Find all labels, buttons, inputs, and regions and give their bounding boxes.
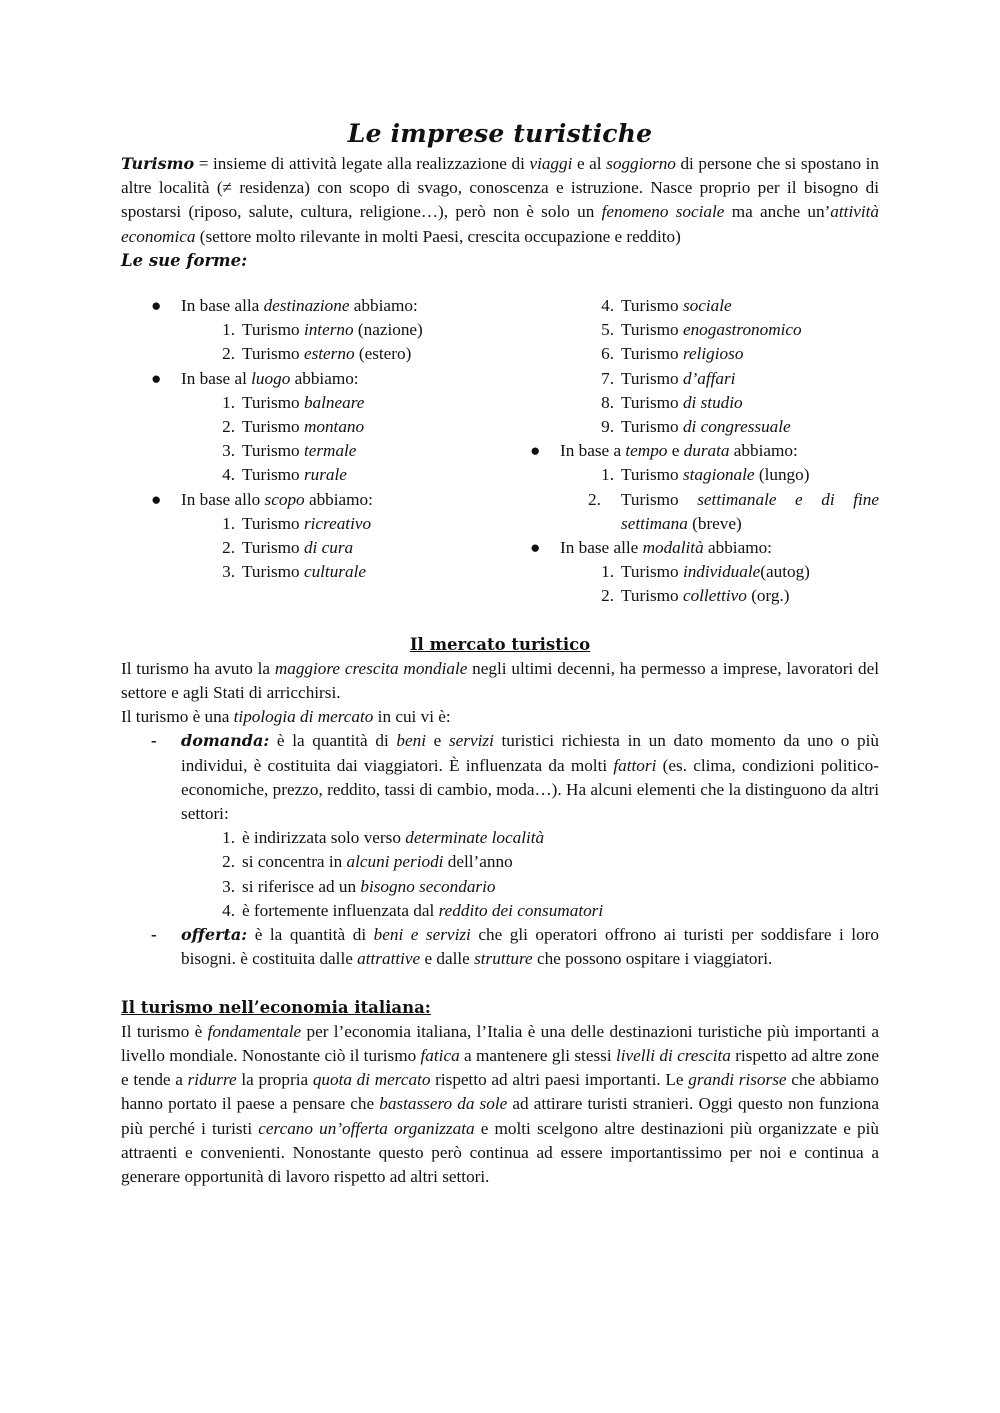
list-item: 2. si concentra in alcuni periodi dell’anno [222,852,513,872]
list-item: 1. Turismo stagionale (lungo) [601,465,810,485]
list-item: 1. Turismo interno (nazione) [222,320,423,340]
list-item: 2. Turismo montano [222,417,365,437]
forms-heading: Le sue forme: [121,250,248,270]
bullet-icon: ● [151,368,162,388]
list-item: 4. è fortemente influenzata dal reddito dei consumatori [222,900,604,920]
list-item: 2. Turismo collettivo (org.) [601,586,790,606]
list-item: 1. Turismo balneare [222,392,365,412]
list-item: 2. Turismo di cura [222,538,354,558]
bullet-icon: ● [530,538,541,558]
economy-paragraph: Il turismo è fondamentale per l’economia italiana, l’Italia è una delle destinazioni turistiche più importanti a livello mondiale. Nonostante ciò il turismo fatica a mantenere gli stessi livelli di crescita rispetto ad altre zone e tende a ridurre la propria quota di mercato rispetto ad altri paesi importanti. Le grandi risorse che abbiamo hanno portato il paese a pensare che bastassero da sole ad attirare turisti stranieri. Oggi questo non funziona più perché i turisti cercano un’offerta organizzata e molti scelgono altre destinazioni più organizzate e più attraenti e convenienti. Nonostante questo però continua ad essere importantissimo per noi e continua a generare opportunità di lavoro rispetto ad altri settori. [121,1021,879,1186]
list-item: 1. Turismo ricreativo [222,513,372,533]
list-item: ● In base al luogo abbiamo: [121,367,500,391]
list-item: 2. Turismo settimanale e di fine settimana (breve) [588,489,880,533]
list-item: ● In base alle modalità abbiamo: [91,536,879,560]
list-item: 3. Turismo termale [222,441,357,461]
market-heading: Il mercato turistico [409,634,591,654]
intro-term: Turismo [121,154,195,173]
market-paragraph: Il turismo ha avuto la maggiore crescita mondiale negli ultimi decenni, ha permesso a imprese, lavoratori del settore e agli Stati di arricchirsi. [121,658,879,703]
bullet-icon: ● [151,296,162,316]
list-item: 5. Turismo enogastronomico [601,320,802,340]
list-item: 3. Turismo culturale [222,562,366,582]
list-item: ● In base allo scopo abbiamo: [121,488,500,512]
bullet-icon: ● [151,489,162,509]
list-item: 4. Turismo sociale [601,296,732,316]
forms-right-column [500,294,879,609]
list-item: 7. Turismo d’affari [601,368,736,388]
bullet-icon: ● [530,441,541,461]
list-item: 2. Turismo esterno (estero) [222,344,412,364]
document-page [121,116,879,1189]
economy-heading: Il turismo nell’economia italiana: [121,997,431,1017]
list-item: 1. Turismo individuale(autog) [601,562,810,582]
list-item: 1. è indirizzata solo verso determinate località [222,828,545,848]
list-item: 9. Turismo di congressuale [601,417,791,437]
market-paragraph: Il turismo è una tipologia di mercato in cui vi è: [121,707,451,727]
list-item: 6. Turismo religioso [601,344,744,364]
list-item: 8. Turismo di studio [601,392,743,412]
demand-item: - domanda: è la quantità di beni e servizi turistici richiesta in un dato momento da uno o più individui, è costituita dai viaggiatori. È influenzata da molti fattori (es. clima, condizioni politico-economiche, prezzo, reddito, tassi di cambio, moda…). Ha alcuni elementi che la distinguono da altri settori: [151,731,879,824]
list-item: ● In base alla destinazione abbiamo: [121,294,500,318]
intro-paragraph: Turismo = insieme di attività legate alla realizzazione di viaggi e al soggiorno di persone che si spostano in altre località (≠ residenza) con scopo di svago, conoscenza e istruzione. Nasce proprio per il bisogno di spostarsi (riposo, salute, cultura, religione…), però non è solo un fenomeno sociale ma anche un’attività economica (settore molto rilevante in molti Paesi, crescita occupazione e reddito) [121,154,879,246]
list-item: 4. Turismo rurale [222,465,347,485]
list-item: 3. si riferisce ad un bisogno secondario [222,876,496,896]
page-title: Le imprese turistiche [347,119,653,148]
list-item: ● In base a tempo e durata abbiamo: [91,439,879,463]
forms-columns [121,294,879,609]
offer-item: - offerta: è la quantità di beni e servizi che gli operatori offrono ai turisti per soddisfare i loro bisogni. è costituita dalle attrattive e dalle strutture che possono ospitare i viaggiatori. [151,925,879,969]
